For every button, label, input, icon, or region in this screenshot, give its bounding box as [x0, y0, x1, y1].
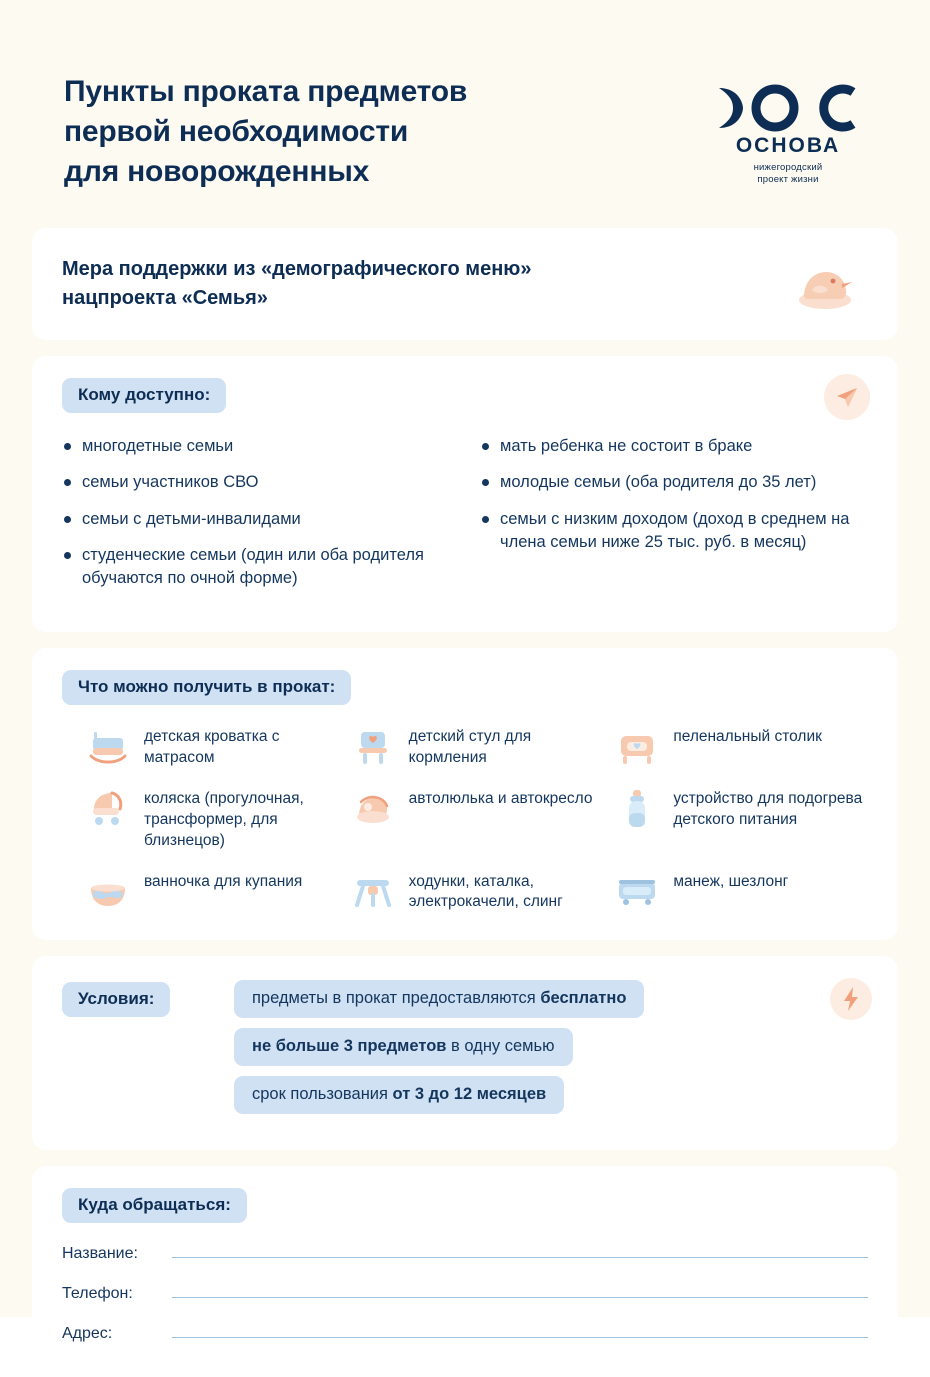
list-item: семьи с низким доходом (доход в среднем на члена семьи ниже 25 тыс. руб. в месяц) — [480, 508, 868, 555]
condition-row-2 — [234, 1028, 573, 1066]
eligibility-card — [32, 356, 898, 632]
support-line-2: нацпроекта «Семья» — [62, 286, 268, 309]
plane-badge — [824, 374, 870, 425]
name-input[interactable] — [172, 1239, 868, 1258]
field-label: Адрес: — [62, 1324, 113, 1342]
available-items-grid — [62, 725, 868, 914]
eligibility-list-right — [480, 435, 868, 555]
title-line-2: первой необходимости — [64, 114, 409, 148]
item-bottle-warmer — [613, 787, 868, 852]
logo-sub-line-2: проект жизни — [757, 173, 819, 185]
list-item: многодетные семьи — [62, 435, 462, 458]
logo-name: ОСНОВА — [735, 134, 841, 157]
car-seat-icon — [349, 787, 397, 831]
contacts-card — [32, 1166, 898, 1377]
logo — [708, 84, 868, 186]
item-bath-tub — [84, 870, 339, 914]
page-title — [64, 72, 467, 192]
walker-icon — [349, 870, 397, 914]
paper-plane-icon — [824, 374, 870, 420]
item-changing-table — [613, 725, 868, 769]
poster-header — [32, 0, 898, 192]
conditions-heading-wrap — [62, 978, 212, 1017]
bottle-warmer-icon — [613, 787, 661, 831]
eligibility-list-left — [62, 435, 462, 591]
changing-table-icon — [613, 725, 661, 769]
osnova-logo-icon — [713, 84, 863, 132]
item-walker — [349, 870, 604, 914]
bath-tub-icon — [84, 870, 132, 914]
condition-row-1 — [234, 980, 644, 1018]
item-label: ходунки, каталка, электрокачели, слинг — [408, 872, 563, 911]
duck-illustration — [782, 254, 868, 314]
conditions-card — [32, 956, 898, 1150]
conditions-list — [234, 978, 868, 1124]
title-line-1: Пункты проката предметов — [64, 75, 468, 108]
list-item: молодые семьи (оба родителя до 35 лет) — [480, 471, 868, 494]
condition-text: предметы в прокат предоставляются — [252, 988, 541, 1007]
item-playpen — [613, 870, 868, 914]
playpen-icon — [613, 870, 661, 914]
item-label: детская кроватка с матрасом — [144, 727, 280, 766]
address-input[interactable] — [172, 1319, 868, 1338]
support-line-1: Мера поддержки из «демографического меню» — [62, 258, 532, 281]
field-label: Телефон: — [62, 1284, 133, 1302]
condition-row-3 — [234, 1076, 564, 1114]
list-item: семьи с детьми-инвалидами — [62, 508, 462, 531]
lightning-icon — [830, 978, 872, 1020]
condition-text: срок пользования — [252, 1084, 393, 1103]
item-label: устройство для подогрева детского питания — [673, 789, 863, 828]
item-label: детский стул для кормления — [408, 727, 532, 766]
eligibility-column-right — [480, 435, 868, 604]
condition-highlight: от 3 до 12 месяцев — [392, 1084, 547, 1103]
support-measure-text — [62, 255, 532, 312]
condition-tail: в одну семью — [446, 1036, 555, 1055]
duck-icon — [790, 254, 860, 314]
crib-icon — [84, 725, 132, 769]
logo-subtitle — [708, 162, 868, 186]
item-label: манеж, шезлонг — [673, 872, 789, 890]
highchair-icon — [349, 725, 397, 769]
lightning-badge — [830, 978, 872, 1025]
item-label: ванночка для купания — [144, 872, 303, 890]
conditions-heading: Условия: — [62, 982, 170, 1017]
condition-highlight: бесплатно — [540, 988, 627, 1007]
title-line-3: для новорожденных — [64, 154, 370, 188]
eligibility-column-left — [62, 435, 462, 604]
field-phone — [62, 1279, 868, 1303]
item-crib — [84, 725, 339, 769]
item-car-seat — [349, 787, 604, 852]
list-item: семьи участников СВО — [62, 471, 462, 494]
contacts-heading: Куда обращаться: — [62, 1188, 247, 1223]
logo-sub-line-1: нижегородский — [753, 162, 823, 173]
field-name — [62, 1239, 868, 1263]
item-label: автолюлька и автокресло — [408, 789, 593, 807]
item-highchair — [349, 725, 604, 769]
list-item: студенческие семьи (один или оба родителя обучаются по очной форме) — [62, 544, 462, 591]
eligibility-columns — [62, 435, 868, 604]
stroller-icon — [84, 787, 132, 831]
item-stroller — [84, 787, 339, 852]
phone-input[interactable] — [172, 1279, 868, 1298]
item-label: коляска (прогулочная, трансформер, для близнецов) — [144, 789, 304, 849]
condition-highlight: не больше 3 предметов — [252, 1036, 447, 1055]
item-label: пеленальный столик — [673, 727, 822, 745]
available-items-heading: Что можно получить в прокат: — [62, 670, 351, 705]
field-address — [62, 1319, 868, 1343]
eligibility-heading: Кому доступно: — [62, 378, 226, 413]
field-label: Название: — [62, 1244, 138, 1262]
list-item: мать ребенка не состоит в браке — [480, 435, 868, 458]
poster-inner — [32, 0, 898, 1377]
support-measure-card — [32, 228, 898, 340]
available-items-card — [32, 648, 898, 940]
